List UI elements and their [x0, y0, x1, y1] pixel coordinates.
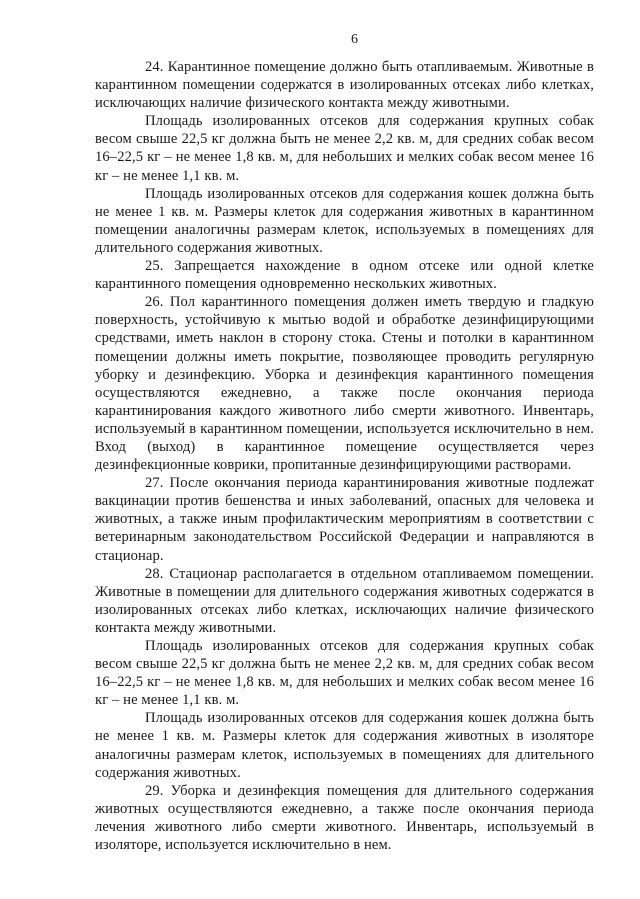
paragraph-27: 27. После окончания периода карантинирования животные подлежат вакцинации против бешенства и иных заболеваний, опасных для человека и животных, а также иным профилактическим мероприятиям в соответствии с ветеринарным законодательством Российской Федерации и направляются в стационар.: [95, 475, 594, 564]
paragraph-cat-area-quarantine: Площадь изолированных отсеков для содержания кошек должна быть не менее 1 кв. м. Размеры клеток для содержания животных в карантинном помещении аналогичны размерам клеток, используемых в помещениях для длительного содержания животных.: [95, 185, 594, 256]
paragraph-dog-area-quarantine: Площадь изолированных отсеков для содержания крупных собак весом свыше 22,5 кг должна быть не менее 2,2 кв. м, для средних собак весом 16–22,5 кг – не менее 1,8 кв. м, для небольших и мелких собак весом менее 16 кг – не менее 1,1 кв. м.: [95, 113, 594, 184]
page-number: 6: [351, 32, 358, 47]
paragraph-25: 25. Запрещается нахождение в одном отсеке или одной клетке карантинного помещения одновременно нескольких животных.: [95, 258, 594, 293]
paragraph-29: 29. Уборка и дезинфекция помещения для длительного содержания животных осуществляются ежедневно, а также после окончания периода лечения животного либо смерти животного. Инвентарь, используемый в изоляторе, используется исключительно в нем.: [95, 782, 594, 854]
paragraph-28: 28. Стационар располагается в отдельном отапливаемом помещении. Животные в помещении для длительного содержания животных содержатся в изолированных отсеках либо клетках, исключающих наличие физического контакта между животными.: [95, 565, 594, 636]
paragraph-cat-area-isolator: Площадь изолированных отсеков для содержания кошек должна быть не менее 1 кв. м. Размеры клеток для содержания животных в изоляторе аналогичны размерам клеток, используемых в помещениях для длительного содержания животных.: [95, 710, 594, 781]
paragraph-dog-area-stationary: Площадь изолированных отсеков для содержания крупных собак весом свыше 22,5 кг должна быть не менее 2,2 кв. м, для средних собак весом 16–22,5 кг – не менее 1,8 кв. м, для небольших и мелких собак весом менее 16 кг – не менее 1,1 кв. м.: [95, 638, 594, 709]
paragraph-24: 24. Карантинное помещение должно быть отапливаемым. Животные в карантинном помещении содержатся в изолированных отсеках либо клетках, исключающих наличие физического контакта между животными.: [95, 59, 594, 112]
paragraph-26: 26. Пол карантинного помещения должен иметь твердую и гладкую поверхность, устойчивую к мытью водой и обработке дезинфицирующими средствами, иметь наклон в сторону стока. Стены и потолки в карантинном помещении должны иметь покрытие, позволяющее проводить регулярную уборку и дезинфекцию. Уборка и дезинфекция карантинного помещения осуществляются ежедневно, а также после окончания периода карантинирования каждого животного либо смерти животного. Инвентарь, используемый в карантинном помещении, используется исключительно в нем. Вход (выход) в карантинное помещение осуществляется через дезинфекционные коврики, пропитанные дезинфицирующими растворами.: [95, 294, 594, 474]
